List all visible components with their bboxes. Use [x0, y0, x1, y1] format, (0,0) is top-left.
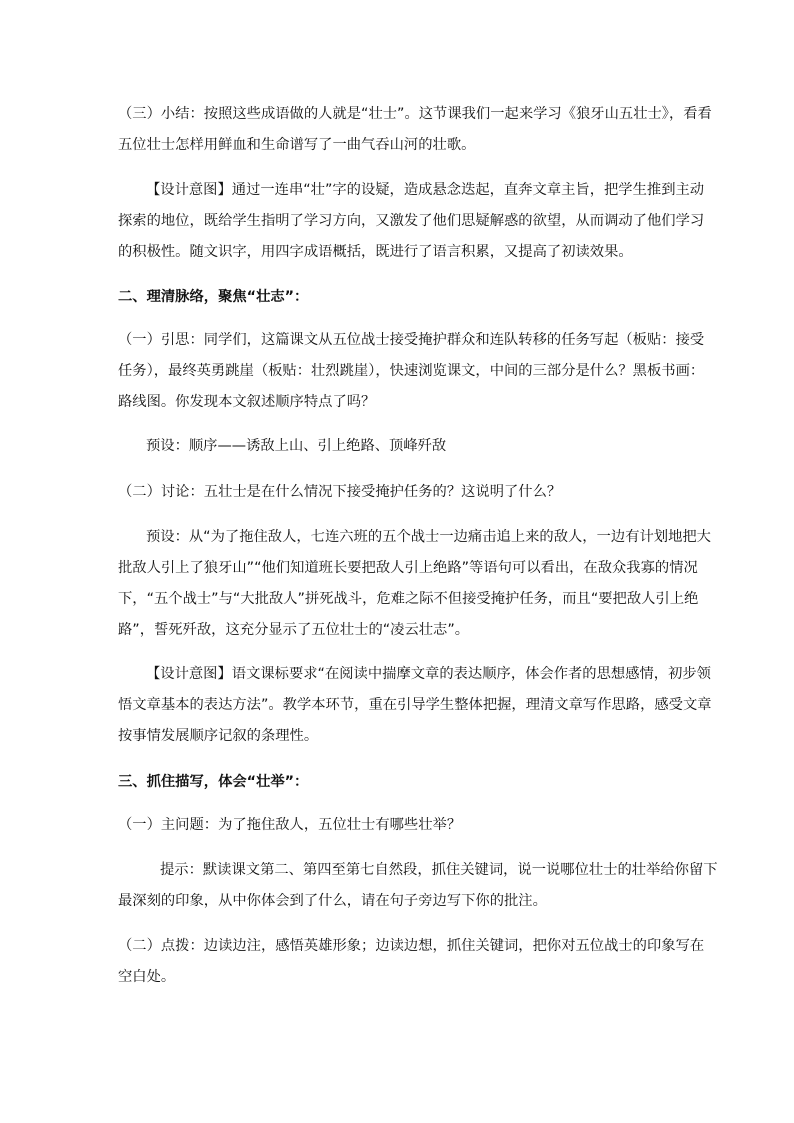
section-heading-3: 三、抓住描写，体会“壮举”： [118, 774, 309, 790]
design-intent-paragraph-2: 【设计意图】语文课标要求“在阅读中揣摩文章的表达顺序，体会作者的思想感情，初步领悟文章基本的表达方法”。教学本环节，重在引导学生整体把握，理清文章写作思路，感受文章按事情发展顺序记叙的条理性。 [118, 666, 712, 744]
guidance-paragraph: （二）点拨：边读边注，感悟英雄形象；边读边想，抓住关键词，把你对五位战士的印象写在空白处。 [118, 938, 705, 985]
discussion-paragraph: （二）讨论：五壮士是在什么情况下接受掩护任务的？这说明了什么？ [118, 484, 562, 500]
section-heading-2: 二、理清脉络，聚焦“壮志”： [118, 289, 309, 305]
guide-paragraph: （一）引思：同学们，这篇课文从五位战士接受掩护群众和连队转移的任务写起（板贴：接受任务），最终英勇跳崖（板贴：壮烈跳崖），快速浏览课文，中间的三部分是什么？黑板书画：路线图。你发现本文叙述顺序特点了吗？ [118, 332, 705, 410]
preset-paragraph-1: 预设：顺序——诱敌上山、引上绝路、顶峰歼敌 [146, 438, 447, 454]
hint-paragraph: 提示：默读课文第二、第四至第七自然段，抓住关键词，说一说哪位壮士的壮举给你留下最深刻的印象，从中你体会到了什么，请在句子旁边写下你的批注。 [118, 862, 718, 909]
summary-paragraph: （三）小结：按照这些成语做的人就是“壮士”。这节课我们一起来学习《狼牙山五壮士》，看看五位壮士怎样用鲜血和生命谱写了一曲气吞山河的壮歌。 [118, 106, 712, 153]
preset-paragraph-2: 预设：从“为了拖住敌人，七连六班的五个战士一边痛击追上来的敌人，一边有计划地把大批敌人引上了狼牙山”“他们知道班长要把敌人引上绝路”等语句可以看出，在敌众我寡的情况下，“五个战士”与“大批敌人”拼死战斗，危难之际不但接受掩护任务，而且“要把敌人引上绝路”，誓死歼敌，这充分显示了五位壮士的“凌云壮志”。 [118, 529, 711, 638]
design-intent-paragraph-1: 【设计意图】通过一连串“壮”字的设疑，造成悬念迭起，直奔文章主旨，把学生推到主动探索的地位，既给学生指明了学习方向，又激发了他们思疑解惑的欲望，从而调动了他们学习的积极性。随文识字，用四字成语概括，既进行了语言积累，又提高了初读效果。 [118, 182, 705, 260]
main-question-paragraph: （一）主问题：为了拖住敌人，五位壮士有哪些壮举？ [118, 817, 462, 833]
